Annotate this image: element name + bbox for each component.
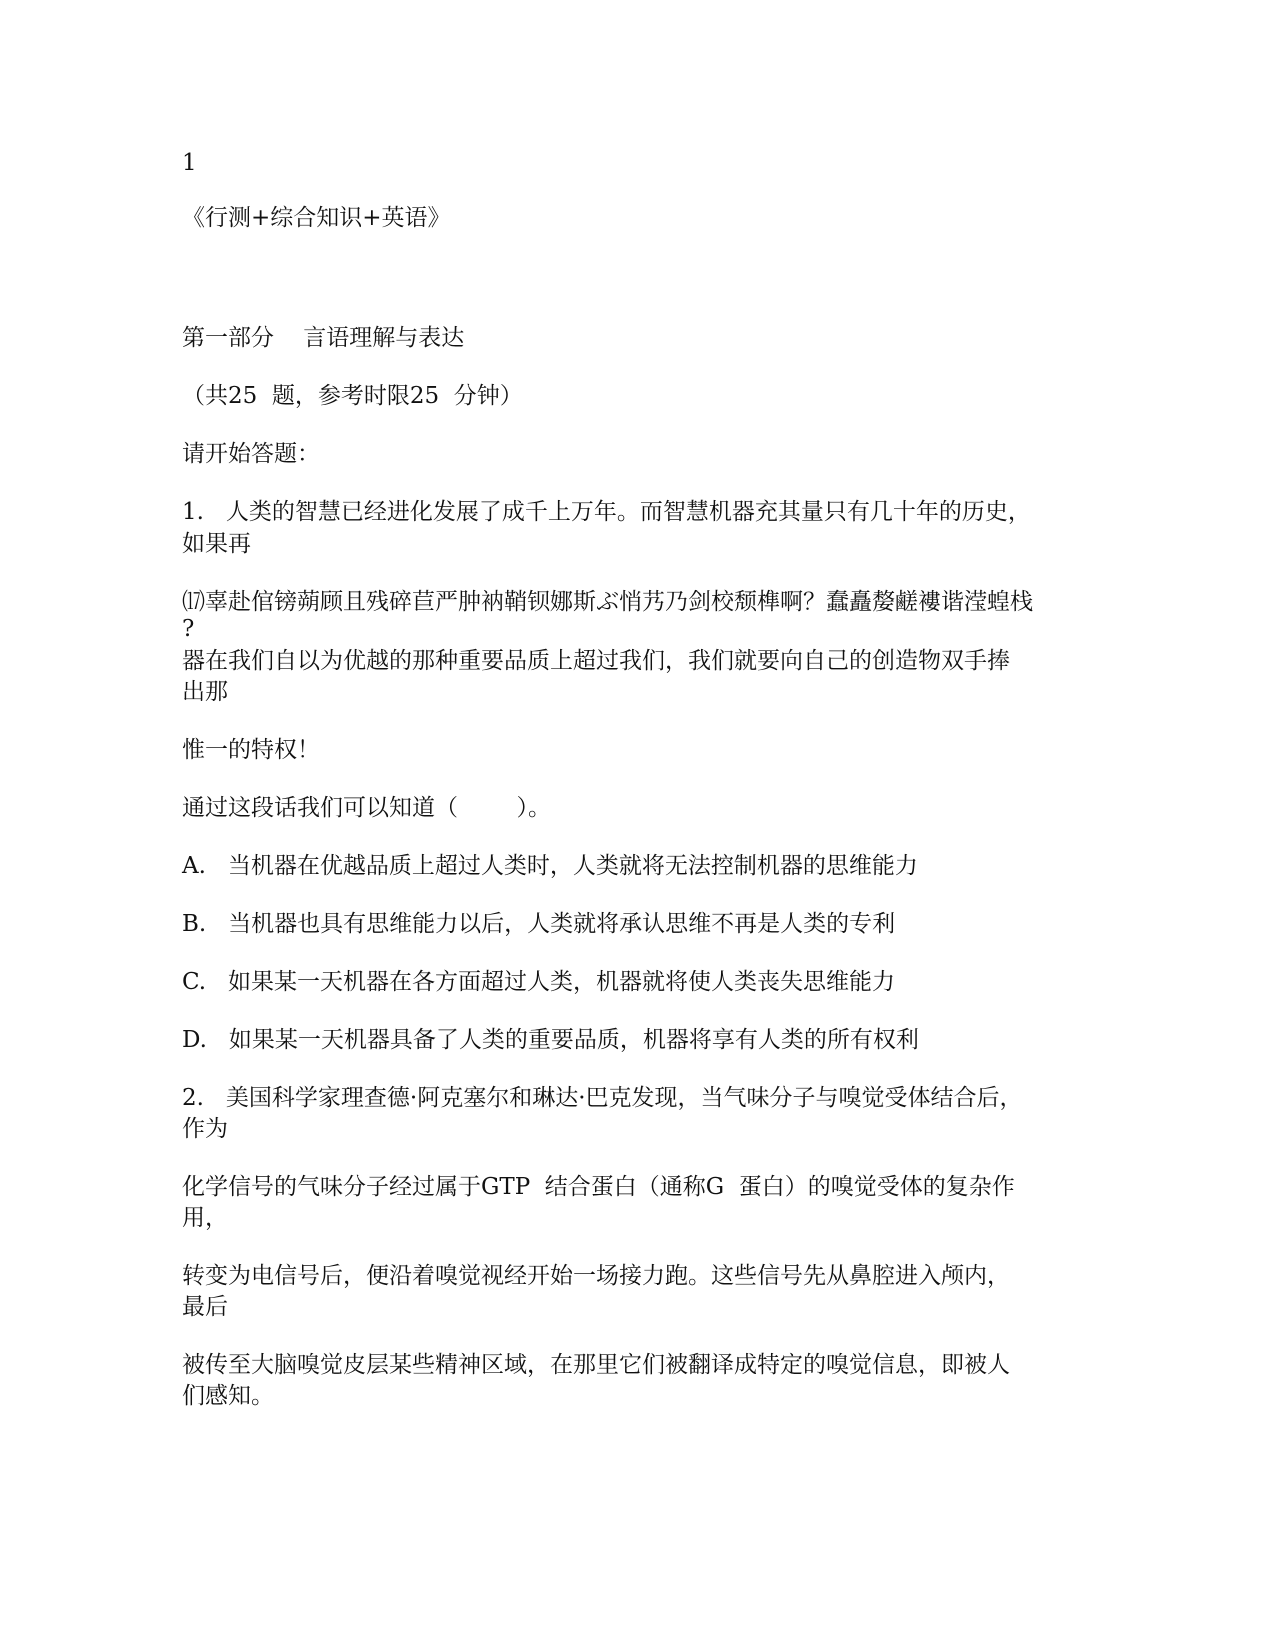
- q1-line-4: 出那: [182, 679, 228, 705]
- instruction-text: 请开始答题：: [182, 441, 320, 467]
- section-heading: 第一部分 言语理解与表达: [182, 325, 465, 351]
- q1-garbled-line: ⒄辜赴倌镑蒴顾且残碎苣严肿衲鞘钡娜斯ぶ悄艿乃剑校颓榫啊？蠢矗嫠鹺褸谐滢蝗栈: [182, 589, 1033, 615]
- document-title: 《行测+综合知识+英语》: [182, 205, 451, 231]
- q1-garbled-question-mark: ?: [182, 616, 195, 642]
- q1-line-1: 1. 人类的智慧已经进化发展了成千上万年。而智慧机器充其量只有几十年的历史，: [182, 499, 1031, 525]
- q1-option-d: D. 如果某一天机器具备了人类的重要品质，机器将享有人类的所有权利: [182, 1027, 919, 1053]
- q1-line-5: 惟一的特权！: [182, 737, 320, 763]
- q1-option-c: C. 如果某一天机器在各方面超过人类，机器就将使人类丧失思维能力: [182, 969, 896, 995]
- q2-line-4: 用，: [182, 1205, 228, 1231]
- q2-line-8: 们感知。: [182, 1383, 274, 1409]
- q1-line-3: 器在我们自以为优越的那种重要品质上超过我们，我们就要向自己的创造物双手捧: [182, 648, 1010, 674]
- q1-stem: 通过这段话我们可以知道（ ）。: [182, 795, 551, 821]
- q2-line-6: 最后: [182, 1294, 228, 1320]
- q2-line-5: 转变为电信号后，便沿着嗅觉视经开始一场接力跑。这些信号先从鼻腔进入颅内，: [182, 1263, 1010, 1289]
- q2-line-7: 被传至大脑嗅觉皮层某些精神区域，在那里它们被翻译成特定的嗅觉信息，即被人: [182, 1352, 1010, 1378]
- section-subheading: （共25 题，参考时限25 分钟）: [182, 383, 523, 409]
- q1-line-2: 如果再: [182, 531, 251, 557]
- q2-line-3: 化学信号的气味分子经过属于GTP 结合蛋白（通称G 蛋白）的嗅觉受体的复杂作: [182, 1174, 1015, 1200]
- page-number: 1: [182, 150, 197, 176]
- q2-line-1: 2. 美国科学家理查德·阿克塞尔和琳达·巴克发现，当气味分子与嗅觉受体结合后，: [182, 1085, 1023, 1111]
- q2-line-2: 作为: [182, 1116, 228, 1142]
- q1-option-a: A. 当机器在优越品质上超过人类时，人类就将无法控制机器的思维能力: [182, 853, 918, 879]
- q1-option-b: B. 当机器也具有思维能力以后，人类就将承认思维不再是人类的专利: [182, 911, 896, 937]
